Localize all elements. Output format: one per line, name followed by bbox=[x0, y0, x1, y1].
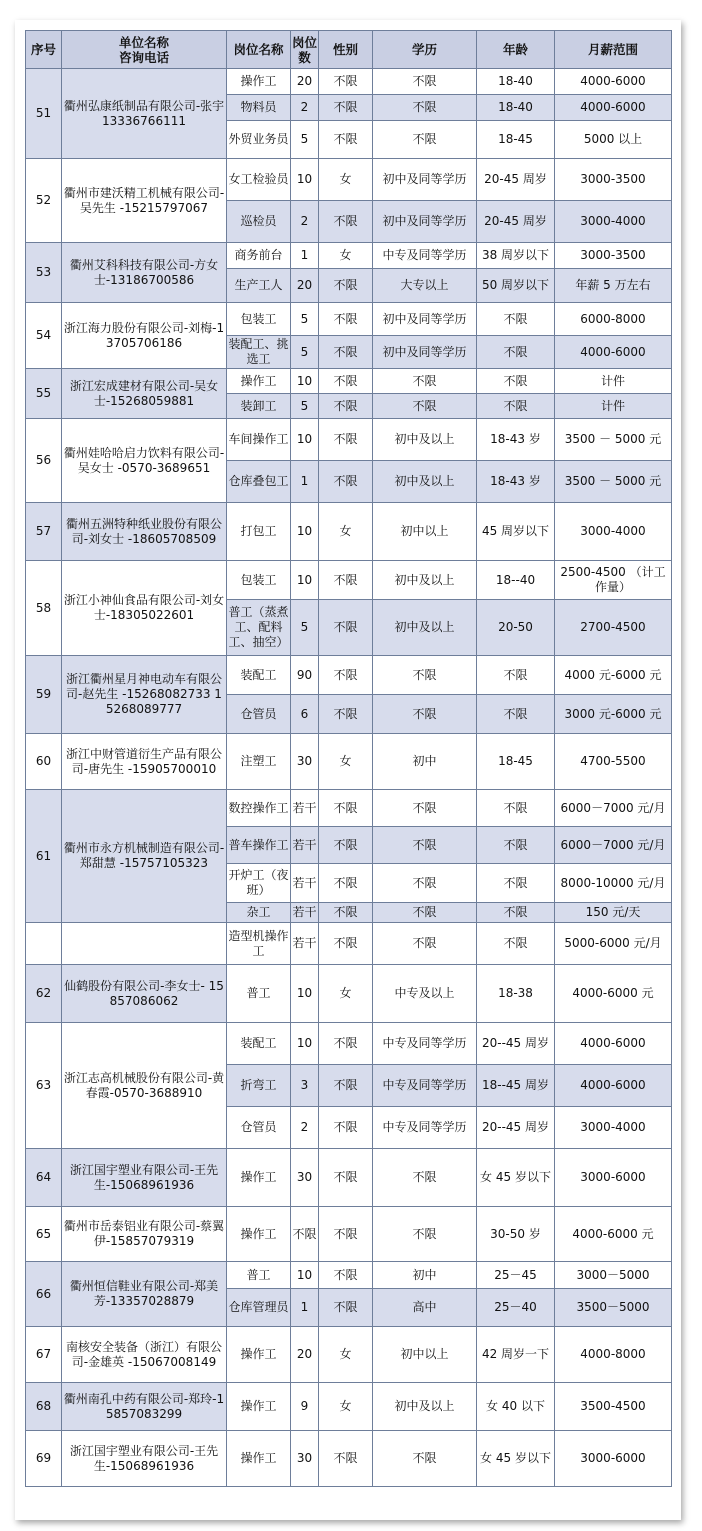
cell-salary: 3000-4000 bbox=[555, 201, 672, 243]
cell-company: 浙江志高机械股份有限公司-黄春霞-0570-3688910 bbox=[62, 1023, 227, 1149]
cell-position: 装卸工 bbox=[227, 394, 291, 419]
cell-salary: 3000－5000 bbox=[555, 1262, 672, 1289]
cell-company bbox=[62, 923, 227, 965]
cell-age: 不限 bbox=[477, 864, 555, 903]
cell-salary: 年薪 5 万左右 bbox=[555, 269, 672, 303]
cell-age: 18--40 bbox=[477, 561, 555, 600]
cell-education: 中专及同等学历 bbox=[373, 1023, 477, 1065]
table-row bbox=[26, 503, 672, 561]
header-gender: 性别 bbox=[319, 31, 373, 69]
cell-position: 注塑工 bbox=[227, 734, 291, 790]
cell-company: 浙江衢州星月神电动车有限公司-赵先生 -15268082733 15268089777 bbox=[62, 656, 227, 734]
cell-count: 10 bbox=[291, 965, 319, 1023]
cell-position: 仓管员 bbox=[227, 1107, 291, 1149]
table-row bbox=[26, 303, 672, 336]
cell-position: 杂工 bbox=[227, 903, 291, 923]
cell-salary: 6000-8000 bbox=[555, 303, 672, 336]
cell-education: 不限 bbox=[373, 923, 477, 965]
cell-position: 商务前台 bbox=[227, 243, 291, 269]
cell-age: 女 40 以下 bbox=[477, 1383, 555, 1431]
header-no: 序号 bbox=[26, 31, 62, 69]
cell-education: 初中以上 bbox=[373, 503, 477, 561]
cell-gender: 不限 bbox=[319, 419, 373, 461]
cell-count: 5 bbox=[291, 394, 319, 419]
cell-education: 不限 bbox=[373, 121, 477, 159]
table-row bbox=[26, 561, 672, 600]
cell-position: 开炉工（夜班） bbox=[227, 864, 291, 903]
cell-gender: 不限 bbox=[319, 600, 373, 656]
cell-education: 初中及以上 bbox=[373, 461, 477, 503]
cell-education: 不限 bbox=[373, 69, 477, 95]
cell-gender: 不限 bbox=[319, 1107, 373, 1149]
cell-position: 数控操作工 bbox=[227, 790, 291, 827]
cell-count: 90 bbox=[291, 656, 319, 695]
cell-no: 66 bbox=[26, 1262, 62, 1327]
cell-age: 不限 bbox=[477, 303, 555, 336]
cell-company: 衢州市永方机械制造有限公司-郑甜慧 -15757105323 bbox=[62, 790, 227, 923]
cell-education: 不限 bbox=[373, 790, 477, 827]
cell-no: 61 bbox=[26, 790, 62, 923]
cell-age: 20-45 周岁 bbox=[477, 159, 555, 201]
cell-education: 中专及同等学历 bbox=[373, 1107, 477, 1149]
cell-salary: 4000 元-6000 元 bbox=[555, 656, 672, 695]
cell-age: 42 周岁一下 bbox=[477, 1327, 555, 1383]
cell-company: 衢州市岳泰铝业有限公司-蔡翼伊-15857079319 bbox=[62, 1207, 227, 1262]
cell-gender: 不限 bbox=[319, 1065, 373, 1107]
cell-count: 1 bbox=[291, 461, 319, 503]
cell-salary: 3000-3500 bbox=[555, 243, 672, 269]
cell-position: 折弯工 bbox=[227, 1065, 291, 1107]
cell-education: 初中及同等学历 bbox=[373, 303, 477, 336]
cell-age: 30-50 岁 bbox=[477, 1207, 555, 1262]
table-row bbox=[26, 965, 672, 1023]
cell-salary: 3000-6000 bbox=[555, 1431, 672, 1487]
cell-count: 30 bbox=[291, 1149, 319, 1207]
header-education: 学历 bbox=[373, 31, 477, 69]
cell-no: 54 bbox=[26, 303, 62, 369]
cell-salary: 4700-5500 bbox=[555, 734, 672, 790]
cell-gender: 女 bbox=[319, 965, 373, 1023]
cell-gender: 不限 bbox=[319, 903, 373, 923]
cell-age: 不限 bbox=[477, 369, 555, 394]
cell-age: 不限 bbox=[477, 827, 555, 864]
cell-position: 装配工、挑选工 bbox=[227, 336, 291, 369]
cell-position: 普工 bbox=[227, 965, 291, 1023]
cell-count: 5 bbox=[291, 303, 319, 336]
cell-position: 生产工人 bbox=[227, 269, 291, 303]
cell-education: 不限 bbox=[373, 369, 477, 394]
cell-salary: 3500－5000 bbox=[555, 1289, 672, 1327]
cell-education: 初中及同等学历 bbox=[373, 201, 477, 243]
cell-salary: 3000-4000 bbox=[555, 503, 672, 561]
cell-age: 18-43 岁 bbox=[477, 419, 555, 461]
cell-no: 64 bbox=[26, 1149, 62, 1207]
cell-age: 不限 bbox=[477, 394, 555, 419]
job-listing-table bbox=[25, 30, 672, 1487]
cell-salary: 3000 元-6000 元 bbox=[555, 695, 672, 734]
cell-position: 操作工 bbox=[227, 1327, 291, 1383]
cell-gender: 不限 bbox=[319, 790, 373, 827]
table-row bbox=[26, 923, 672, 965]
cell-company: 浙江国宇塑业有限公司-王先生-15068961936 bbox=[62, 1149, 227, 1207]
cell-gender: 女 bbox=[319, 243, 373, 269]
table-row bbox=[26, 1383, 672, 1431]
cell-count: 若干 bbox=[291, 827, 319, 864]
cell-no: 63 bbox=[26, 1023, 62, 1149]
cell-gender: 不限 bbox=[319, 1023, 373, 1065]
cell-salary: 5000 以上 bbox=[555, 121, 672, 159]
cell-position: 操作工 bbox=[227, 69, 291, 95]
cell-position: 操作工 bbox=[227, 1383, 291, 1431]
cell-gender: 不限 bbox=[319, 369, 373, 394]
cell-company: 浙江国宇塑业有限公司-王先生-15068961936 bbox=[62, 1431, 227, 1487]
cell-position: 普工（蒸煮工、配料工、抽空） bbox=[227, 600, 291, 656]
cell-gender: 不限 bbox=[319, 695, 373, 734]
cell-age: 18-45 bbox=[477, 121, 555, 159]
cell-gender: 不限 bbox=[319, 69, 373, 95]
cell-education: 不限 bbox=[373, 95, 477, 121]
cell-count: 10 bbox=[291, 1023, 319, 1065]
cell-gender: 女 bbox=[319, 734, 373, 790]
cell-salary: 3000-4000 bbox=[555, 1107, 672, 1149]
cell-gender: 女 bbox=[319, 159, 373, 201]
cell-age: 18-45 bbox=[477, 734, 555, 790]
cell-no: 59 bbox=[26, 656, 62, 734]
cell-salary: 4000-6000 元 bbox=[555, 1207, 672, 1262]
cell-salary: 3500 － 5000 元 bbox=[555, 419, 672, 461]
cell-education: 初中及同等学历 bbox=[373, 159, 477, 201]
cell-gender: 不限 bbox=[319, 864, 373, 903]
cell-education: 初中以上 bbox=[373, 1327, 477, 1383]
cell-gender: 不限 bbox=[319, 269, 373, 303]
cell-position: 操作工 bbox=[227, 369, 291, 394]
cell-gender: 不限 bbox=[319, 827, 373, 864]
cell-education: 不限 bbox=[373, 656, 477, 695]
cell-age: 25－45 bbox=[477, 1262, 555, 1289]
cell-no: 51 bbox=[26, 69, 62, 159]
cell-age: 45 周岁以下 bbox=[477, 503, 555, 561]
cell-age: 20-50 bbox=[477, 600, 555, 656]
cell-no: 62 bbox=[26, 965, 62, 1023]
cell-education: 初中及以上 bbox=[373, 600, 477, 656]
cell-education: 不限 bbox=[373, 827, 477, 864]
cell-salary: 4000-6000 bbox=[555, 69, 672, 95]
header-company-name: 单位名称 bbox=[118, 34, 169, 50]
cell-count: 5 bbox=[291, 121, 319, 159]
cell-education: 中专及同等学历 bbox=[373, 243, 477, 269]
cell-education: 初中 bbox=[373, 734, 477, 790]
cell-gender: 不限 bbox=[319, 923, 373, 965]
cell-gender: 不限 bbox=[319, 561, 373, 600]
table-header-row bbox=[26, 31, 672, 69]
table-row bbox=[26, 1431, 672, 1487]
cell-salary: 4000-6000 bbox=[555, 1065, 672, 1107]
cell-no: 56 bbox=[26, 419, 62, 503]
cell-count: 10 bbox=[291, 561, 319, 600]
cell-education: 初中 bbox=[373, 1262, 477, 1289]
cell-education: 不限 bbox=[373, 864, 477, 903]
cell-age: 不限 bbox=[477, 923, 555, 965]
cell-count: 30 bbox=[291, 1431, 319, 1487]
cell-salary: 6000－7000 元/月 bbox=[555, 790, 672, 827]
header-age: 年龄 bbox=[477, 31, 555, 69]
cell-no: 57 bbox=[26, 503, 62, 561]
cell-company: 仙鹤股份有限公司-李女士- 15857086062 bbox=[62, 965, 227, 1023]
cell-company: 衢州南孔中药有限公司-郑玲-15857083299 bbox=[62, 1383, 227, 1431]
cell-count: 若干 bbox=[291, 790, 319, 827]
cell-position: 巡检员 bbox=[227, 201, 291, 243]
cell-age: 20--45 周岁 bbox=[477, 1107, 555, 1149]
cell-education: 不限 bbox=[373, 1149, 477, 1207]
cell-education: 初中及以上 bbox=[373, 419, 477, 461]
cell-no: 68 bbox=[26, 1383, 62, 1431]
cell-gender: 不限 bbox=[319, 1149, 373, 1207]
cell-count: 20 bbox=[291, 69, 319, 95]
cell-count: 不限 bbox=[291, 1207, 319, 1262]
table-row bbox=[26, 790, 672, 827]
cell-no: 60 bbox=[26, 734, 62, 790]
cell-count: 2 bbox=[291, 1107, 319, 1149]
cell-no: 58 bbox=[26, 561, 62, 656]
cell-age: 18-40 bbox=[477, 95, 555, 121]
cell-company: 衢州市建沃精工机械有限公司-吴先生 -15215797067 bbox=[62, 159, 227, 243]
cell-salary: 8000-10000 元/月 bbox=[555, 864, 672, 903]
cell-position: 外贸业务员 bbox=[227, 121, 291, 159]
cell-salary: 2500-4500 （计工作量） bbox=[555, 561, 672, 600]
cell-position: 装配工 bbox=[227, 1023, 291, 1065]
cell-position: 普工 bbox=[227, 1262, 291, 1289]
cell-gender: 女 bbox=[319, 503, 373, 561]
cell-position: 包装工 bbox=[227, 561, 291, 600]
cell-salary: 计件 bbox=[555, 369, 672, 394]
header-salary: 月薪范围 bbox=[555, 31, 672, 69]
cell-position: 操作工 bbox=[227, 1207, 291, 1262]
cell-company: 浙江海力股份有限公司-刘梅-13705706186 bbox=[62, 303, 227, 369]
cell-age: 18--45 周岁 bbox=[477, 1065, 555, 1107]
table-body bbox=[26, 69, 672, 1487]
cell-position: 装配工 bbox=[227, 656, 291, 695]
cell-gender: 女 bbox=[319, 1327, 373, 1383]
cell-count: 2 bbox=[291, 95, 319, 121]
cell-company: 衢州恒信鞋业有限公司-郑美芳-13357028879 bbox=[62, 1262, 227, 1327]
cell-count: 20 bbox=[291, 1327, 319, 1383]
cell-age: 18-38 bbox=[477, 965, 555, 1023]
cell-count: 若干 bbox=[291, 864, 319, 903]
cell-company: 南核安全装备（浙江）有限公司-金雄英 -15067008149 bbox=[62, 1327, 227, 1383]
cell-gender: 不限 bbox=[319, 336, 373, 369]
cell-salary: 3500 － 5000 元 bbox=[555, 461, 672, 503]
cell-gender: 不限 bbox=[319, 303, 373, 336]
cell-salary: 4000-6000 元 bbox=[555, 965, 672, 1023]
cell-salary: 4000-6000 bbox=[555, 336, 672, 369]
cell-salary: 计件 bbox=[555, 394, 672, 419]
cell-gender: 不限 bbox=[319, 201, 373, 243]
cell-no: 65 bbox=[26, 1207, 62, 1262]
cell-position: 车间操作工 bbox=[227, 419, 291, 461]
table-row bbox=[26, 419, 672, 461]
cell-education: 不限 bbox=[373, 1431, 477, 1487]
cell-education: 中专及同等学历 bbox=[373, 1065, 477, 1107]
cell-count: 10 bbox=[291, 369, 319, 394]
cell-salary: 5000-6000 元/月 bbox=[555, 923, 672, 965]
cell-count: 1 bbox=[291, 1289, 319, 1327]
cell-education: 大专以上 bbox=[373, 269, 477, 303]
cell-education: 不限 bbox=[373, 903, 477, 923]
cell-education: 不限 bbox=[373, 1207, 477, 1262]
cell-no: 67 bbox=[26, 1327, 62, 1383]
cell-salary: 4000-6000 bbox=[555, 1023, 672, 1065]
cell-age: 女 45 岁以下 bbox=[477, 1431, 555, 1487]
cell-salary: 3500-4500 bbox=[555, 1383, 672, 1431]
table-row bbox=[26, 734, 672, 790]
cell-position: 物料员 bbox=[227, 95, 291, 121]
header-company bbox=[62, 31, 227, 69]
cell-position: 仓库叠包工 bbox=[227, 461, 291, 503]
cell-age: 18-43 岁 bbox=[477, 461, 555, 503]
cell-gender: 不限 bbox=[319, 95, 373, 121]
cell-count: 5 bbox=[291, 336, 319, 369]
cell-gender: 不限 bbox=[319, 1431, 373, 1487]
cell-education: 初中及同等学历 bbox=[373, 336, 477, 369]
cell-position: 操作工 bbox=[227, 1149, 291, 1207]
cell-salary: 4000-6000 bbox=[555, 95, 672, 121]
cell-education: 初中及以上 bbox=[373, 1383, 477, 1431]
cell-age: 18-40 bbox=[477, 69, 555, 95]
cell-count: 6 bbox=[291, 695, 319, 734]
cell-company: 浙江中财管道衍生产品有限公司-唐先生 -15905700010 bbox=[62, 734, 227, 790]
cell-age: 50 周岁以下 bbox=[477, 269, 555, 303]
cell-age: 女 45 岁以下 bbox=[477, 1149, 555, 1207]
cell-company: 衢州艾科科技有限公司-方女士-13186700586 bbox=[62, 243, 227, 303]
cell-no: 53 bbox=[26, 243, 62, 303]
cell-company: 衢州娃哈哈启力饮料有限公司-吴女士 -0570-3689651 bbox=[62, 419, 227, 503]
cell-gender: 不限 bbox=[319, 1262, 373, 1289]
cell-company: 浙江宏成建材有限公司-吴女士-15268059881 bbox=[62, 369, 227, 419]
table-row bbox=[26, 69, 672, 95]
cell-gender: 不限 bbox=[319, 461, 373, 503]
cell-salary: 4000-8000 bbox=[555, 1327, 672, 1383]
table-row bbox=[26, 1149, 672, 1207]
cell-position: 打包工 bbox=[227, 503, 291, 561]
cell-count: 5 bbox=[291, 600, 319, 656]
cell-count: 若干 bbox=[291, 903, 319, 923]
cell-position: 仓管员 bbox=[227, 695, 291, 734]
cell-position: 仓库管理员 bbox=[227, 1289, 291, 1327]
cell-no: 52 bbox=[26, 159, 62, 243]
cell-age: 不限 bbox=[477, 656, 555, 695]
cell-age: 不限 bbox=[477, 695, 555, 734]
cell-education: 初中及以上 bbox=[373, 561, 477, 600]
cell-company: 衢州五洲特种纸业股份有限公司-刘女士 -18605708509 bbox=[62, 503, 227, 561]
cell-gender: 不限 bbox=[319, 1207, 373, 1262]
cell-gender: 女 bbox=[319, 1383, 373, 1431]
cell-education: 不限 bbox=[373, 695, 477, 734]
table-row bbox=[26, 1207, 672, 1262]
table-row bbox=[26, 159, 672, 201]
table-row bbox=[26, 1262, 672, 1289]
cell-position: 女工检验员 bbox=[227, 159, 291, 201]
cell-salary: 150 元/天 bbox=[555, 903, 672, 923]
cell-gender: 不限 bbox=[319, 1289, 373, 1327]
cell-salary: 3000-6000 bbox=[555, 1149, 672, 1207]
cell-position: 普车操作工 bbox=[227, 827, 291, 864]
cell-gender: 不限 bbox=[319, 656, 373, 695]
table-row bbox=[26, 369, 672, 394]
cell-company: 衢州弘康纸制品有限公司-张宇 13336766111 bbox=[62, 69, 227, 159]
cell-count: 10 bbox=[291, 159, 319, 201]
cell-age: 不限 bbox=[477, 790, 555, 827]
cell-education: 中专及以上 bbox=[373, 965, 477, 1023]
table-row bbox=[26, 1023, 672, 1065]
cell-gender: 不限 bbox=[319, 121, 373, 159]
cell-no: 69 bbox=[26, 1431, 62, 1487]
cell-age: 25－40 bbox=[477, 1289, 555, 1327]
header-phone: 咨询电话 bbox=[118, 49, 169, 65]
cell-count: 10 bbox=[291, 503, 319, 561]
table-row bbox=[26, 243, 672, 269]
cell-no bbox=[26, 923, 62, 965]
cell-count: 20 bbox=[291, 269, 319, 303]
cell-salary: 2700-4500 bbox=[555, 600, 672, 656]
table-row bbox=[26, 656, 672, 695]
cell-count: 10 bbox=[291, 419, 319, 461]
cell-position: 包装工 bbox=[227, 303, 291, 336]
cell-count: 9 bbox=[291, 1383, 319, 1431]
header-position: 岗位名称 bbox=[227, 31, 291, 69]
cell-position: 操作工 bbox=[227, 1431, 291, 1487]
cell-age: 20--45 周岁 bbox=[477, 1023, 555, 1065]
cell-age: 20-45 周岁 bbox=[477, 201, 555, 243]
cell-gender: 不限 bbox=[319, 394, 373, 419]
cell-count: 1 bbox=[291, 243, 319, 269]
cell-count: 30 bbox=[291, 734, 319, 790]
cell-company: 浙江小神仙食品有限公司-刘女士-18305022601 bbox=[62, 561, 227, 656]
cell-education: 高中 bbox=[373, 1289, 477, 1327]
cell-count: 10 bbox=[291, 1262, 319, 1289]
cell-count: 若干 bbox=[291, 923, 319, 965]
cell-count: 2 bbox=[291, 201, 319, 243]
cell-position: 造型机操作工 bbox=[227, 923, 291, 965]
table-row bbox=[26, 1327, 672, 1383]
cell-no: 55 bbox=[26, 369, 62, 419]
header-count: 岗位数 bbox=[291, 31, 319, 69]
cell-count: 3 bbox=[291, 1065, 319, 1107]
cell-salary: 6000－7000 元/月 bbox=[555, 827, 672, 864]
cell-education: 不限 bbox=[373, 394, 477, 419]
cell-age: 38 周岁以下 bbox=[477, 243, 555, 269]
cell-age: 不限 bbox=[477, 336, 555, 369]
cell-salary: 3000-3500 bbox=[555, 159, 672, 201]
cell-age: 不限 bbox=[477, 903, 555, 923]
